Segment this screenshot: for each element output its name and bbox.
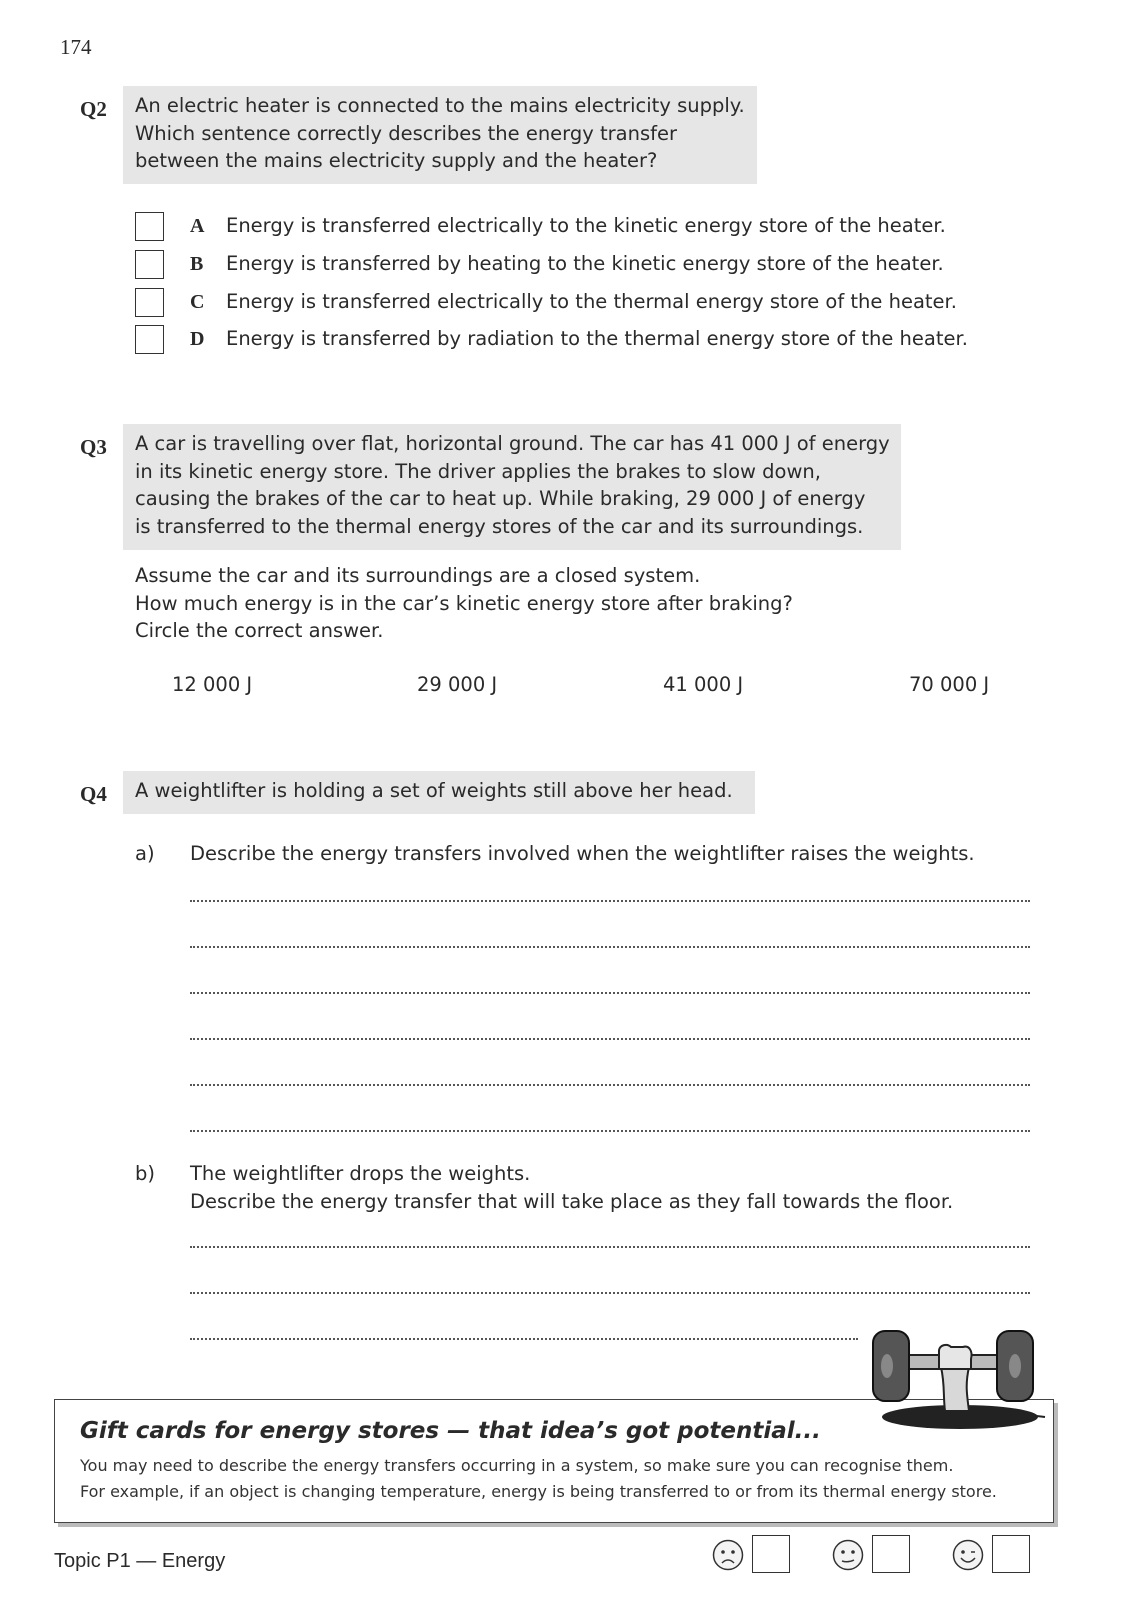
answer-choice-1[interactable]: 12 000 J [172, 673, 253, 696]
answer-checkbox[interactable] [135, 212, 164, 241]
option-text: Energy is transferred by radiation to the thermal energy store of the heater. [226, 327, 968, 350]
option-letter: B [190, 253, 204, 275]
happy-face-icon [952, 1539, 984, 1571]
q4a-label: a) [135, 842, 155, 865]
q3-line: is transferred to the thermal energy stores of the car and its surroundings. [135, 514, 864, 538]
answer-line[interactable] [190, 900, 1030, 902]
q2-line: Which sentence correctly describes the energy transfer [135, 121, 677, 145]
q3-label: Q3 [80, 435, 107, 459]
rating-tickbox-sad[interactable] [752, 1535, 790, 1573]
answer-line[interactable] [190, 946, 1030, 948]
sad-face-icon [712, 1539, 744, 1571]
q4b-line: The weightlifter drops the weights. [190, 1162, 531, 1185]
q3-line: causing the brakes of the car to heat up. While braking, 29 000 J of energy [135, 487, 866, 510]
q2-line: An electric heater is connected to the mains electricity supply. [135, 94, 745, 117]
q4-question-box [123, 771, 755, 814]
page-number: 174 [60, 35, 92, 59]
option-letter: A [190, 215, 205, 237]
option-text: Energy is transferred electrically to the thermal energy store of the heater. [226, 290, 957, 313]
tip-title: Gift cards for energy stores — that idea’s got potential... [80, 1418, 821, 1444]
answer-line[interactable] [190, 1038, 1030, 1040]
answer-line[interactable] [190, 1338, 858, 1340]
tip-line: For example, if an object is changing temperature, energy is being transferred to or from its thermal energy store. [80, 1482, 997, 1501]
answer-checkbox[interactable] [135, 288, 164, 317]
option-letter: C [190, 291, 205, 313]
answer-choice-3[interactable]: 41 000 J [663, 673, 744, 696]
answer-line[interactable] [190, 1292, 1030, 1294]
q4b-line: Describe the energy transfer that will take place as they fall towards the floor. [190, 1190, 954, 1213]
option-text: Energy is transferred by heating to the kinetic energy store of the heater. [226, 252, 944, 275]
q4-line: A weightlifter is holding a set of weights still above her head. [135, 779, 733, 802]
rating-tickbox-neutral[interactable] [872, 1535, 910, 1573]
q4a-line: Describe the energy transfers involved when the weightlifter raises the weights. [190, 842, 975, 865]
answer-checkbox[interactable] [135, 250, 164, 279]
neutral-face-icon [832, 1539, 864, 1571]
q3-line: A car is travelling over flat, horizontal ground. The car has 41 000 J of energy [135, 432, 890, 455]
q3-line: in its kinetic energy store. The driver applies the brakes to slow down, [135, 459, 821, 483]
q3-instructions [135, 562, 793, 645]
q3-instruction-line: Circle the correct answer. [135, 619, 384, 642]
answer-choice-2[interactable]: 29 000 J [417, 673, 498, 696]
answer-choice-4[interactable]: 70 000 J [909, 673, 990, 696]
rating-tickbox-happy[interactable] [992, 1535, 1030, 1573]
answer-line[interactable] [190, 992, 1030, 994]
q2-label: Q2 [80, 97, 107, 121]
option-text: Energy is transferred electrically to the kinetic energy store of the heater. [226, 214, 946, 237]
q4b-prompt [190, 1160, 953, 1216]
answer-line[interactable] [190, 1246, 1030, 1248]
q3-instruction-line: Assume the car and its surroundings are a closed system. [135, 564, 701, 587]
tip-line: You may need to describe the energy transfers occurring in a system, so make sure you can recognise them. [80, 1456, 954, 1475]
weightlifter-dumbbell-illustration [865, 1325, 1065, 1435]
answer-checkbox[interactable] [135, 325, 164, 354]
q2-question-box [123, 86, 757, 184]
answer-line[interactable] [190, 1084, 1030, 1086]
topic-footer: Topic P1 — Energy [54, 1550, 226, 1572]
q2-line: between the mains electricity supply and the heater? [135, 149, 658, 172]
q3-question-box [123, 424, 901, 550]
option-letter: D [190, 328, 205, 350]
q4b-label: b) [135, 1162, 155, 1185]
q4-label: Q4 [80, 782, 107, 806]
q4a-prompt [190, 840, 975, 868]
q3-instruction-line: How much energy is in the car’s kinetic energy store after braking? [135, 591, 793, 615]
answer-line[interactable] [190, 1130, 1030, 1132]
